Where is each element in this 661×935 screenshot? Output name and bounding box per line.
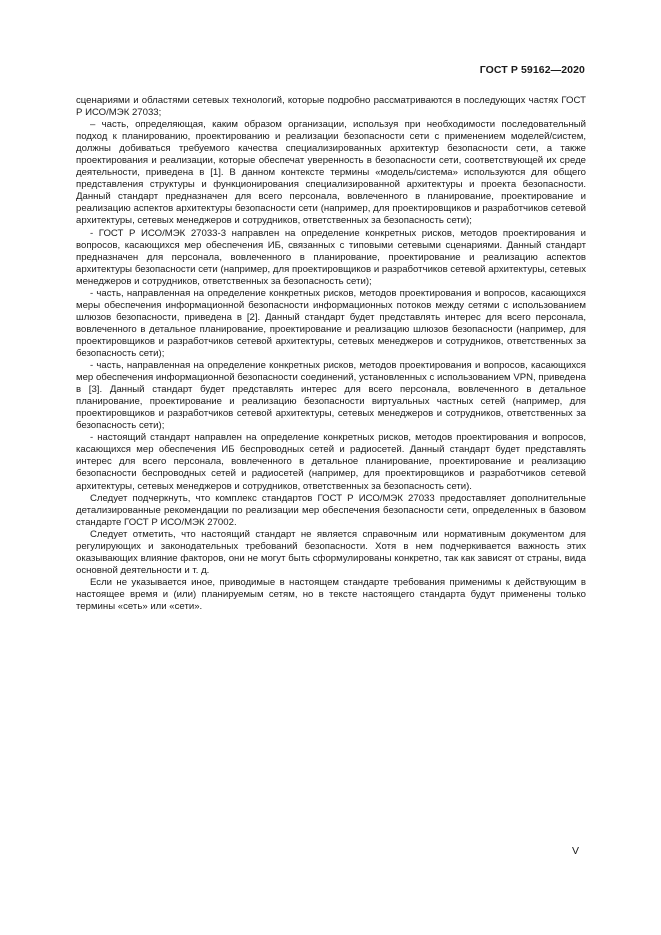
document-header-id: ГОСТ Р 59162—2020: [479, 64, 585, 76]
list-item: - настоящий стандарт направлен на определение конкретных рисков, методов проектирования и вопросов, касающихся мер обеспечения ИБ беспроводных сетей и радиосетей. Данный стандарт будет представлять интерес для всего персонала, вовлеченного в детальное планирование, проектирование и реализацию безопасности беспроводных сетей и радиосетей (например, для проектировщиков и разработчиков сетевой архитектуры, сетевых менеджеров и сотрудников, ответственных за безопасность сети).: [76, 432, 586, 492]
list-item: - ГОСТ Р ИСО/МЭК 27033-3 направлен на определение конкретных рисков, методов проектирования и вопросов, касающихся мер обеспечения ИБ, связанных с типовыми сетевыми сценариями. Данный стандарт предназначен для персонала, вовлеченного в планирование, проектирование и реализацию аспектов архитектуры безопасности сети (например, для проектировщиков и разработчиков сетевой архитектуры, сетевых менеджеров и сотрудников, ответственных за безопасность сети);: [76, 227, 586, 287]
paragraph: Следует подчеркнуть, что комплекс стандартов ГОСТ Р ИСО/МЭК 27033 предоставляет дополнительные детализированные рекомендации по реализации мер обеспечения безопасности сети, определенных в базовом стандарте ГОСТ Р ИСО/МЭК 27002.: [76, 492, 586, 528]
list-item: – часть, определяющая, каким образом организации, используя при необходимости последовательный подход к планированию, проектированию и реализации безопасности сети с применением моделей/систем, должны добиваться требуемого качества специализированных архитектур безопасности сети, а также проектирования и реализации, которые обеспечат уверенность в безопасности сети, соответствующей их среде деятельности, приведена в [1]. В данном контексте термины «модель/система» используются для общего представления структуры и функционирования специализированной архитектуры и проекта безопасности. Данный стандарт предназначен для всего персонала, вовлеченного в планирование, проектирование и реализацию аспектов архитектуры безопасности сети (например, для проектировщиков и разработчиков сетевой архитектуры, сетевых менеджеров и сотрудников, ответственных за безопасность сети);: [76, 119, 586, 227]
list-item: - часть, направленная на определение конкретных рисков, методов проектирования и вопросов, касающихся мер обеспечения информационной безопасности соединений, установленных с использованием VPN, приведена в [3]. Данный стандарт будет представлять интерес для всего персонала, вовлеченного в детальное планирование, проектирование и реализацию безопасности виртуальных частных сетей (например, для проектировщиков и разработчиков сетевой архитектуры, сетевых менеджеров и сотрудников, ответственных за безопасность сети);: [76, 360, 586, 432]
paragraph-continuation: сценариями и областями сетевых технологий, которые подробно рассматриваются в последующих частях ГОСТ Р ИСО/МЭК 27033;: [76, 95, 586, 119]
list-item: - часть, направленная на определение конкретных рисков, методов проектирования и вопросов, касающихся меры обеспечения информационной безопасности информационных потоков между сетями с использованием шлюзов безопасности, приведена в [2]. Данный стандарт будет представлять интерес для всего персонала, вовлеченного в детальное планирование, проектирование и реализацию шлюзов безопасности (например, для проектировщиков и разработчиков сетевой архитектуры, сетевых менеджеров и сотрудников, ответственных за безопасность сети);: [76, 287, 586, 359]
paragraph: Если не указывается иное, приводимые в настоящем стандарте требования применимы к действующим в настоящее время и (или) планируемым сетям, но в тексте настоящего стандарта будут применены только термины «сеть» или «сети».: [76, 576, 586, 612]
page-number: V: [571, 845, 579, 857]
document-body: [76, 95, 586, 613]
paragraph: Следует отметить, что настоящий стандарт не является справочным или нормативным документом для регулирующих и законодательных требований безопасности. Хотя в нем подчеркивается важность этих оказывающих влияние факторов, они не могут быть сформулированы конкретно, так как зависят от страны, вида основной деятельности и т. д.: [76, 528, 586, 576]
